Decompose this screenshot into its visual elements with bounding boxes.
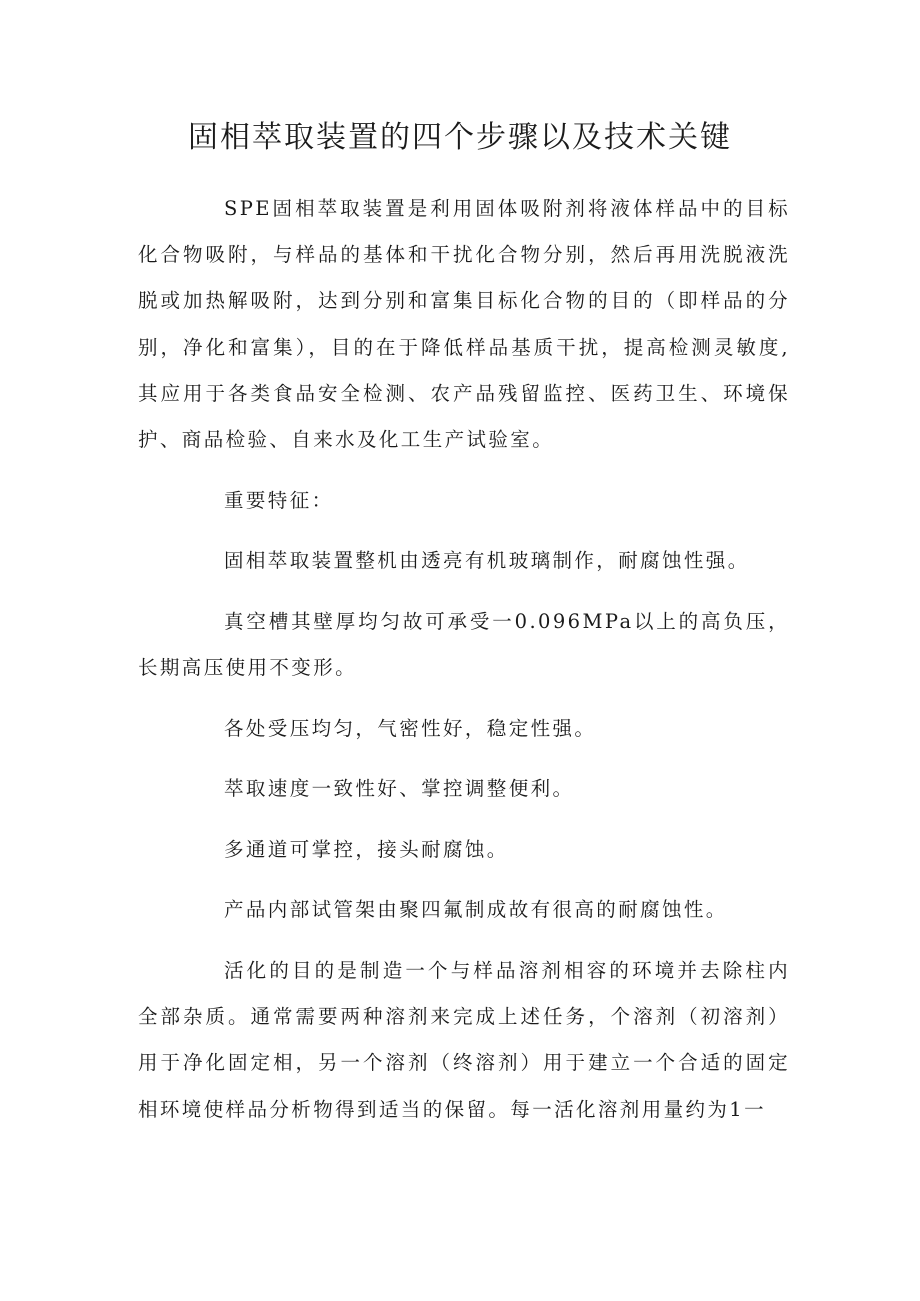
paragraph-feature-channels: 多通道可掌控，接头耐腐蚀。	[224, 837, 509, 861]
paragraph-feature-pressure: 各处受压均匀，气密性好，稳定性强。	[224, 716, 597, 740]
paragraph-activation: 活化的目的是制造一个与样品溶剂相容的环境并去除柱内全部杂质。通常需要两种溶剂来完成上述任务，个溶剂（初溶剂）用于净化固定相，另一个溶剂（终溶剂）用于建立一个合适的固定相环境使样品分析物得到适当的保留。每一活化溶剂用量约为1一	[138, 958, 790, 1121]
paragraph-features-heading: 重要特征：	[224, 488, 334, 512]
paragraph-feature-speed: 萃取速度一致性好、掌控调整便利。	[224, 777, 575, 801]
paragraph-feature-material: 固相萃取装置整机由透亮有机玻璃制作，耐腐蚀性强。	[224, 549, 750, 573]
paragraph-feature-vacuum: 真空槽其壁厚均匀故可承受一0.096MPa以上的高负压，长期高压使用不变形。	[138, 609, 790, 679]
paragraph-feature-rack: 产品内部试管架由聚四氟制成故有很高的耐腐蚀性。	[224, 898, 728, 922]
document-title: 固相萃取装置的四个步骤以及技术关键	[188, 120, 732, 155]
paragraph-intro: SPE固相萃取装置是利用固体吸附剂将液体样品中的目标化合物吸附，与样品的基体和干扰化合物分别，然后再用洗脱液洗脱或加热解吸附，达到分别和富集目标化合物的目的（即样品的分别，净化和富集），目的在于降低样品基质干扰，提高检测灵敏度,其应用于各类食品安全检测、农产品残留监控、医药卫生、环境保护、商品检验、自来水及化工生产试验室。	[138, 197, 790, 452]
document-body	[138, 186, 790, 1133]
